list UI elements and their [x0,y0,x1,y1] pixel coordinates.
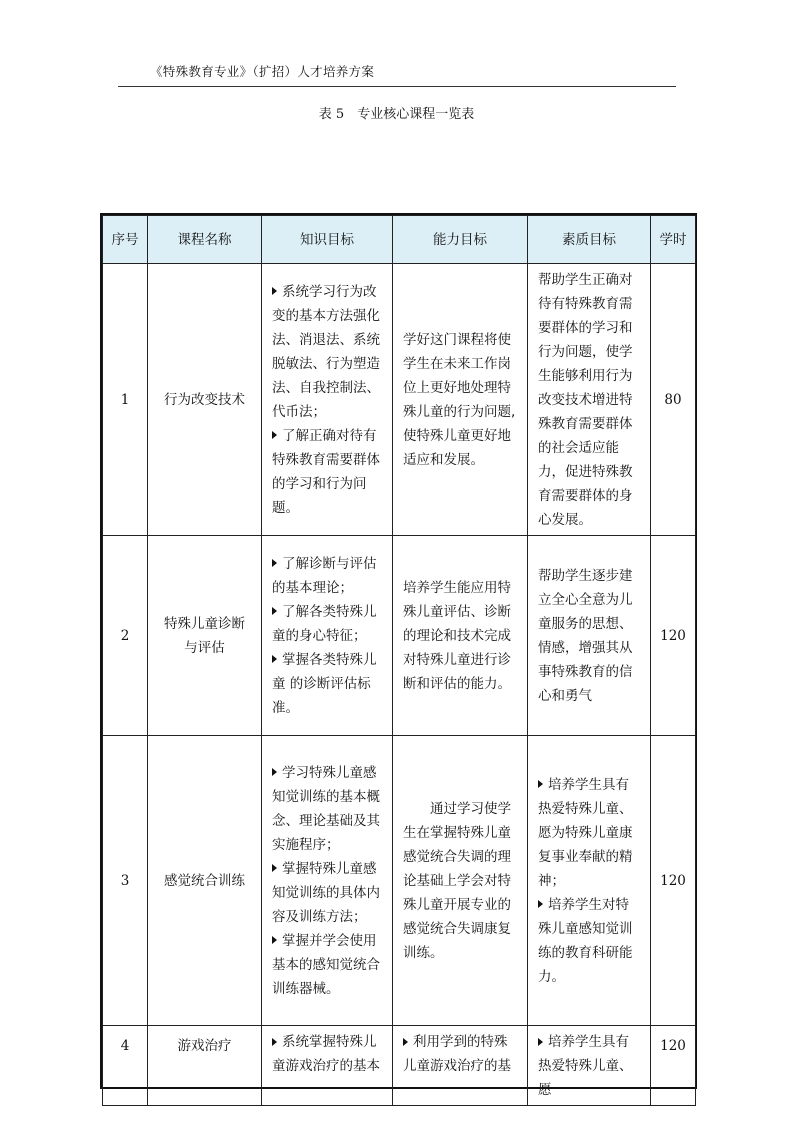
row-number: 4 [103,1026,148,1106]
bullet-triangle-icon [272,607,277,615]
column-header-hours: 学时 [651,216,696,264]
course-hours: 120 [651,536,696,736]
row-number: 1 [103,264,148,536]
quality-goals [528,1026,651,1106]
course-hours: 120 [651,1026,696,1106]
table-header-row [103,216,696,264]
knowledge-text: 了解诊断与评估的基本理论； [272,555,377,596]
knowledge-item [272,280,384,424]
ability-text: 学好这门课程将使学生在未来工作岗位上更好地处理特殊儿童的行为问题,使特殊儿童更好地适应和发展。 [403,331,516,468]
quality-text: 培养学生对特殊儿童感知觉训练的教育科研能力。 [538,896,633,985]
table-row [103,1026,696,1106]
table-row [103,736,696,1026]
knowledge-item [272,648,384,720]
knowledge-text: 掌握各类特殊儿童 的诊断评估标准。 [272,651,377,716]
bullet-triangle-icon [272,936,277,944]
knowledge-goals [262,536,393,736]
bullet-triangle-icon [272,1038,277,1046]
column-header-quality: 素质目标 [528,216,651,264]
ability-item [403,1030,519,1078]
knowledge-text: 了解各类特殊儿童的身心特征； [272,603,377,644]
knowledge-text: 系统学习行为改变的基本方法强化法、消退法、系统脱敏法、行为塑造法、自我控制法、代币法； [272,283,380,420]
knowledge-goals [262,736,393,1026]
quality-goals [528,736,651,1026]
quality-item [538,773,642,893]
bullet-triangle-icon [272,559,277,567]
column-header-knowledge: 知识目标 [262,216,393,264]
quality-text: 培养学生具有热爱特殊儿童、愿 [538,1034,633,1098]
quality-item [538,1030,642,1102]
table-row [103,536,696,736]
quality-item [538,893,642,989]
bullet-triangle-icon [403,1038,408,1046]
table-row [103,264,696,536]
knowledge-goals [262,1026,393,1106]
ability-goals [393,1026,528,1106]
knowledge-text: 了解正确对待有特殊教育需要群体的学习和行为问题。 [272,427,380,516]
course-name: 游戏治疗 [148,1026,262,1106]
quality-goals [528,264,651,536]
ability-text: 培养学生能应用特殊儿童评估、诊断的理论和技术完成对特殊儿童进行诊断和评估的能力。 [403,579,511,692]
quality-text: 培养学生具有热爱特殊儿童、愿为特殊儿童康复事业奉献的精神； [538,776,633,889]
course-name: 行为改变技术 [148,264,262,536]
quality-text: 帮助学生逐步建立全心全意为儿童服务的思想、情感，增强其从事特殊教育的信心和勇气 [538,567,633,704]
column-header-course-name: 课程名称 [148,216,262,264]
knowledge-item [272,552,384,600]
header-rule [118,86,676,87]
running-header-title: 《特殊教育专业》（扩招）人才培养方案 [150,64,375,79]
bullet-triangle-icon [538,900,543,908]
knowledge-goals [262,264,393,536]
bullet-triangle-icon [272,655,277,663]
row-number: 3 [103,736,148,1026]
bullet-triangle-icon [538,780,543,788]
knowledge-text: 掌握特殊儿童感知觉训练的具体内容及训练方法； [272,860,380,925]
bullet-triangle-icon [272,431,277,439]
knowledge-item [272,600,384,648]
ability-goals [393,536,528,736]
column-header-no: 序号 [103,216,148,264]
ability-text: 利用学到的特殊儿童游戏治疗的基 [403,1034,511,1074]
knowledge-item [272,761,384,857]
table-caption: 表 5 专业核心课程一览表 [318,107,475,122]
knowledge-text: 掌握并学会使用基本的感知觉统合训练器械。 [272,932,380,997]
knowledge-text: 学习特殊儿童感知觉训练的基本概念、理论基础及其实施程序； [272,764,380,853]
ability-text: 通过学习使学生在掌握特殊儿童感觉统合失调的理论基础上学会对特殊儿童开展专业的感觉统合失调康复训练。 [403,800,511,961]
course-name: 感觉统合训练 [148,736,262,1026]
core-course-table [100,213,697,1098]
bullet-triangle-icon [272,864,277,872]
knowledge-text: 系统掌握特殊儿童游戏治疗的基本 [272,1034,380,1074]
course-hours: 80 [651,264,696,536]
course-hours: 120 [651,736,696,1026]
knowledge-item [272,1030,384,1078]
bullet-triangle-icon [272,768,277,776]
knowledge-item [272,424,384,520]
quality-goals [528,536,651,736]
ability-goals [393,264,528,536]
bullet-triangle-icon [272,287,277,295]
row-number: 2 [103,536,148,736]
course-name: 特殊儿童诊断与评估 [148,536,262,736]
knowledge-item [272,929,384,1001]
ability-goals [393,736,528,1026]
column-header-ability: 能力目标 [393,216,528,264]
quality-text: 帮助学生正确对待有特殊教育需要群体的学习和行为问题，使学生能够利用行为改变技术增进特殊教育需要群体的社会适应能力，促进特殊教育需要群体的身心发展。 [538,271,633,528]
knowledge-item [272,857,384,929]
bullet-triangle-icon [538,1038,543,1046]
